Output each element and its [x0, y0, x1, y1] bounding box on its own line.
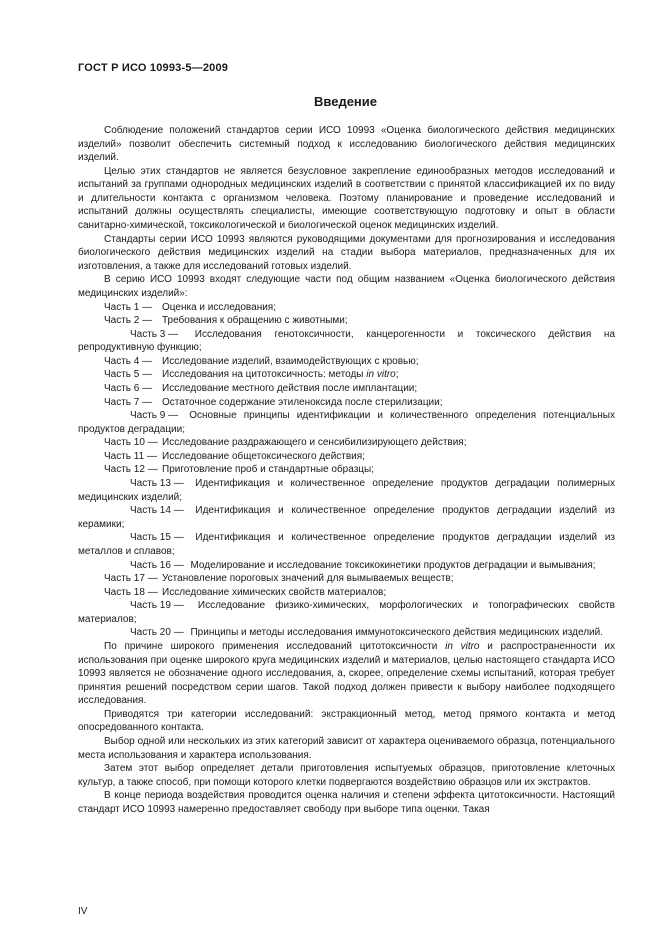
part-label: Часть 2 —	[104, 315, 153, 327]
part-text	[162, 396, 615, 410]
part-label: Часть 3 —	[130, 328, 179, 340]
part-label: Часть 7 —	[104, 396, 153, 408]
part-title: Принципы и методы исследования иммунотоксического действия медицинских изделий.	[190, 627, 604, 639]
paragraph-text: По причине широкого применения исследований цитотоксичности	[104, 640, 446, 652]
part-label: Часть 14 —	[130, 505, 184, 517]
part-item	[78, 626, 615, 640]
part-text	[162, 314, 615, 328]
document-header: ГОСТ Р ИСО 10993-5—2009	[78, 62, 229, 74]
part-item	[78, 355, 615, 369]
part-label: Часть 6 —	[104, 382, 153, 394]
part-item	[78, 328, 615, 355]
part-title: Остаточное содержание этиленоксида после стерилизации;	[162, 396, 443, 408]
part-text	[162, 301, 615, 315]
paragraph: В серию ИСО 10993 входят следующие части под общим названием «Оценка биологического действия медицинских изделий»:	[78, 274, 615, 299]
part-item	[78, 301, 615, 315]
part-label: Часть 1 —	[104, 301, 153, 313]
part-text	[190, 627, 603, 638]
part-text	[162, 436, 615, 450]
part-title: Приготовление проб и стандартные образцы;	[162, 464, 374, 476]
part-label: Часть 13 —	[130, 478, 184, 490]
part-item	[78, 504, 615, 531]
part-title: Исследование общетоксического действия;	[162, 450, 365, 462]
italic-term: in vitro	[366, 369, 396, 381]
part-title: Основные принципы идентификации и количественного определения потенциальных продуктов деградации;	[78, 410, 615, 435]
part-title: Установление пороговых значений для вымываемых веществ;	[162, 573, 454, 585]
part-title: Идентификация и количественное определение продуктов деградации полимерных медицинских изделий;	[78, 478, 616, 503]
part-label: Часть 9 —	[130, 410, 179, 422]
part-text	[162, 382, 615, 396]
part-label: Часть 12 —	[104, 464, 158, 476]
part-title: Исследование раздражающего и сенсибилизирующего действия;	[162, 437, 467, 449]
italic-term: in vitro	[445, 640, 480, 652]
part-title: Исследования генотоксичности, канцерогенности и токсического действия на репродуктивную функцию;	[78, 328, 616, 354]
part-item	[78, 314, 615, 328]
paragraph-text: и распространенности их использования при оценке широкого круга медицинских изделий и материалов, целью настоящего стандарта ИСО 10993 является не обозначение одного исследования, а, скорее, определение схемы испытаний, которая требует принятия решений посредством серии шагов. Такой подход должен привести к выбору наиболее подходящего исследования.	[78, 640, 616, 707]
part-item	[78, 382, 615, 396]
part-item	[78, 599, 615, 626]
part-text	[162, 463, 615, 477]
part-label: Часть 10 —	[104, 437, 158, 449]
part-item	[78, 436, 615, 450]
part-item	[78, 559, 615, 573]
paragraph: Затем этот выбор определяет детали приготовления испытуемых образцов, приготовление клеточных культур, а также способ, при помощи которого клетки подвергаются воздействию образцов или их экстрактов.	[78, 763, 615, 788]
page-number: IV	[78, 906, 88, 917]
part-text	[162, 355, 615, 369]
part-label: Часть 11 —	[104, 450, 157, 462]
part-item	[78, 531, 615, 558]
part-title: Идентификация и количественное определение продуктов деградации изделий из керамики;	[78, 505, 616, 530]
part-title: Исследование химических свойств материалов;	[162, 586, 387, 598]
part-item	[78, 477, 615, 504]
part-label: Часть 5 —	[104, 369, 153, 381]
part-label: Часть 20 —	[130, 627, 184, 639]
part-text	[162, 450, 615, 464]
paragraph: Приводятся три категории исследований: экстракционный метод, метод прямого контакта и метод опосредованного контакта.	[78, 708, 615, 734]
part-label: Часть 17 —	[104, 573, 158, 585]
part-item	[78, 396, 615, 410]
part-title: Оценка и исследования;	[162, 301, 276, 313]
part-item	[78, 463, 615, 477]
part-title: Идентификация и количественное определение продуктов деградации изделий из металлов и сплавов;	[78, 532, 616, 557]
part-text	[162, 586, 615, 600]
part-item	[78, 368, 615, 382]
paragraph: В конце периода воздействия проводится оценка наличия и степени эффекта цитотоксичности. Настоящий стандарт ИСО 10993 намеренно предоставляет свободу при выборе типа оценки. Такая	[78, 790, 615, 815]
part-text	[162, 572, 615, 586]
part-label: Часть 18 —	[104, 586, 158, 598]
paragraph: Целью этих стандартов не является безусловное закрепление единообразных методов исследований и испытаний за группами однородных медицинских изделий в соответствии с принятой классификацией их по виду и длительности контакта с организмом человека. Поэтому планирование и проведение исследований и испытаний должны осуществлять специалисты, имеющие соответствующую подготовку и опыт в области санитарно-химической, токсикологической и биологической оценок медицинских изделий.	[78, 165, 615, 232]
paragraph: Стандарты серии ИСО 10993 являются руководящими документами для прогнозирования и исследования биологического действия медицинских изделий на стадии выбора материалов, предназначенных для их изготовления, а также для исследований готовых изделий.	[78, 233, 615, 272]
part-title: Исследование физико-химических, морфологических и топографических свойств материалов;	[78, 600, 615, 625]
part-label: Часть 16 —	[130, 559, 184, 571]
paragraph: Выбор одной или нескольких из этих категорий зависит от характера оцениваемого образца, потенциального места использования и характера использования.	[78, 736, 615, 761]
part-title: Моделирование и исследование токсикокинетики продуктов деградации и вымывания;	[190, 559, 596, 571]
paragraph	[78, 640, 615, 708]
part-text	[162, 368, 615, 382]
paragraph: Соблюдение положений стандартов серии ИСО 10993 «Оценка биологического действия медицинских изделий» позволит обеспечить системный подход к исследованию биологического действия медицинских изделий.	[78, 125, 615, 164]
part-item	[78, 450, 615, 464]
parts-list	[78, 301, 615, 640]
part-title: Требования к обращению с животными;	[162, 315, 348, 327]
part-title: Исследование местного действия после имплантации;	[162, 382, 418, 394]
section-title: Введение	[314, 94, 377, 109]
part-item	[78, 586, 615, 600]
part-text	[190, 560, 595, 571]
body-text	[78, 124, 615, 816]
part-title: Исследование изделий, взаимодействующих с кровью;	[162, 355, 419, 367]
part-label: Часть 15 —	[130, 532, 184, 544]
part-tail: ;	[395, 369, 399, 381]
part-item	[78, 572, 615, 586]
part-title: Исследования на цитотоксичность: методы	[162, 369, 364, 381]
part-item	[78, 409, 615, 436]
part-label: Часть 4 —	[104, 355, 153, 367]
part-label: Часть 19 —	[130, 600, 184, 612]
